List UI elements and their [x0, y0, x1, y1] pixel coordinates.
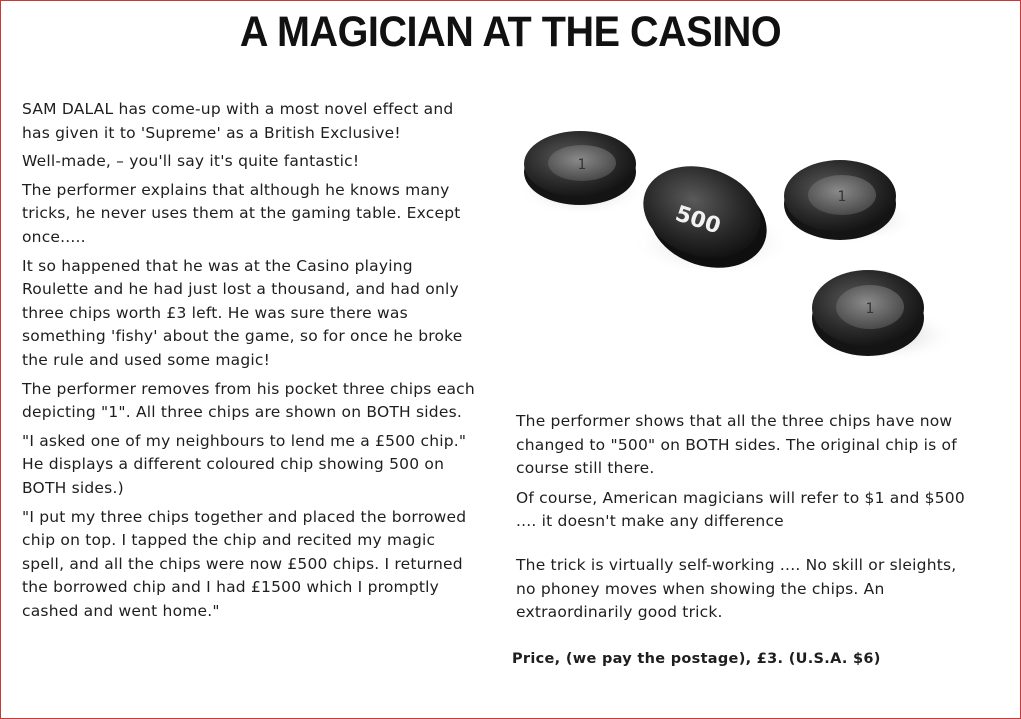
paragraph-american: Of course, American magicians will refer to $1 and $500 .... it doesn't make any difference [516, 488, 965, 531]
paragraph-borrow-chip: "I asked one of my neighbours to lend me a £500 chip." He displays a different coloured chip showing 500 on BOTH sides.) [22, 431, 467, 497]
paragraph-changed-500: The performer shows that all the three chips have now changed to "500" on BOTH sides. The original chip is of course still there. [516, 412, 957, 478]
chip-1-label-c: 1 [865, 301, 875, 317]
paragraph-removes-chips: The performer removes from his pocket three chips each depicting "1". All three chips are shown on BOTH sides. [22, 379, 475, 422]
chip-1-label-b: 1 [837, 189, 847, 205]
paragraph-explains: The performer explains that although he knows many tricks, he never uses them at the gaming table. Except once..... [22, 180, 461, 246]
chip-1-top-right [784, 160, 917, 244]
paragraph-story: It so happened that he was at the Casino playing Roulette and he had just lost a thousand, and had only three chips worth £3 left. He was sure there was something 'fishy' about the game, so for once he broke the rule and used some magic! [22, 256, 463, 369]
chip-1-bottom-right [807, 270, 957, 363]
article-title: A MAGICIAN AT THE CASINO [239, 8, 782, 56]
chip-500 [631, 152, 792, 283]
chip-1-top-left [522, 131, 647, 216]
chips-photo [522, 90, 992, 400]
chip-1-label: 1 [577, 157, 587, 173]
price-line: Price, (we pay the postage), £3. (U.S.A. $6) [512, 651, 881, 667]
left-column [22, 98, 477, 628]
chip-500-label: 500 [672, 201, 724, 240]
paragraph-intro: SAM DALAL has come-up with a most novel effect and has given it to 'Supreme' as a British Exclusive! [22, 100, 454, 142]
paragraph-self-working: The trick is virtually self-working .... No skill or sleights, no phoney moves when showing the chips. An extraordinarily good trick. [516, 555, 957, 622]
right-column [516, 410, 976, 631]
paragraph-well-made: Well-made, – you'll say it's quite fantastic! [22, 152, 360, 171]
paragraph-magic-spell: "I put my three chips together and placed the borrowed chip on top. I tapped the chip and recited my magic spell, and all the chips were now £500 chips. I returned the borrowed chip and I had £1500 which I promptly cashed and went home." [22, 507, 467, 620]
